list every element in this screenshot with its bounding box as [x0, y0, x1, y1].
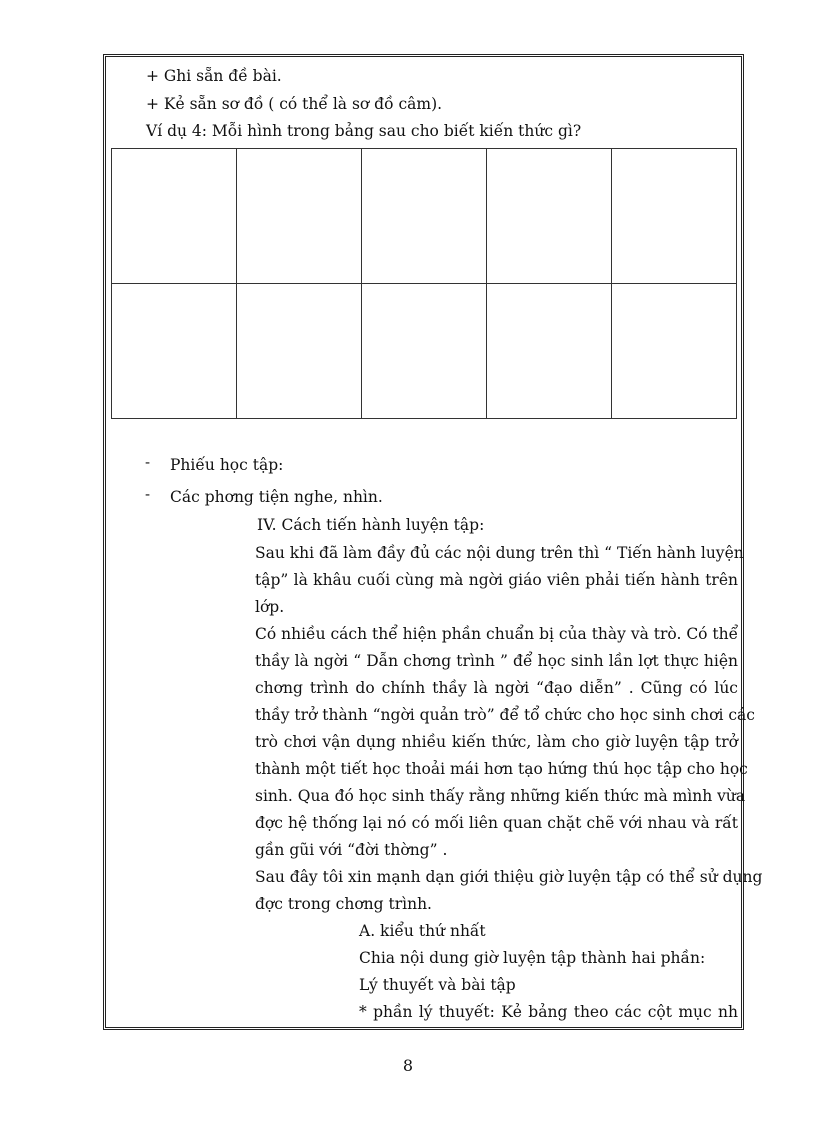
paragraph-line: Sau khi đã làm đầy đủ các nội dung trên thì “ Tiến hành luyện — [255, 544, 744, 562]
grid-cell — [487, 284, 612, 419]
bullet-dash-icon: - — [145, 453, 151, 471]
empty-image-grid — [111, 148, 737, 419]
grid-cell — [612, 149, 737, 284]
paragraph-line: thành một tiết học thoải mái hơn tạo hứng thú học tập cho học — [255, 760, 748, 778]
intro-line-1: + Ghi sẵn đề bài. — [146, 67, 282, 85]
grid-cell — [362, 149, 487, 284]
bullet-item-2: Các phơng tiện nghe, nhìn. — [170, 488, 383, 506]
bullet-dash-icon: - — [145, 485, 151, 503]
paragraph-line: đợc trong chơng trình. — [255, 895, 432, 913]
section-heading: IV. Cách tiến hành luyện tập: — [257, 516, 485, 534]
example-caption: Ví dụ 4: Mỗi hình trong bảng sau cho biết kiến thức gì? — [146, 122, 582, 140]
grid-cell — [362, 284, 487, 419]
paragraph-line: thầy trở thành “ngời quản trò” để tổ chức cho học sinh chơi các — [255, 706, 755, 724]
paragraph-line: đợc hệ thống lại nó có mối liên quan chặt chẽ với nhau và rất — [255, 814, 738, 832]
subsection-line: Lý thuyết và bài tập — [359, 976, 516, 994]
paragraph-line: sinh. Qua đó học sinh thấy rằng những kiến thức mà mình vừa — [255, 787, 746, 805]
grid-cell — [487, 149, 612, 284]
grid-cell — [612, 284, 737, 419]
grid-row — [112, 284, 737, 419]
paragraph-line: trò chơi vận dụng nhiều kiến thức, làm cho giờ luyện tập trở — [255, 733, 738, 751]
paragraph-line: tập” là khâu cuối cùng mà ngời giáo viên phải tiến hành trên — [255, 571, 738, 589]
subsection-heading: A. kiểu thứ nhất — [359, 922, 486, 940]
grid-row — [112, 149, 737, 284]
paragraph-line: gần gũi với “đời thờng” . — [255, 841, 448, 859]
grid-cell — [112, 149, 237, 284]
page-number: 8 — [402, 1056, 414, 1075]
grid-cell — [237, 149, 362, 284]
paragraph-line: chơng trình do chính thầy là ngời “đạo diễn” . Cũng có lúc — [255, 679, 738, 697]
paragraph-line: Sau đây tôi xin mạnh dạn giới thiệu giờ luyện tập có thể sử dụng — [255, 868, 763, 886]
paragraph-line: Có nhiều cách thể hiện phần chuẩn bị của thày và trò. Có thể — [255, 625, 739, 643]
grid-cell — [237, 284, 362, 419]
subsection-line: Chia nội dung giờ luyện tập thành hai phần: — [359, 949, 706, 967]
intro-line-2: + Kẻ sẵn sơ đồ ( có thể là sơ đồ câm). — [146, 95, 443, 113]
subsection-line: * phần lý thuyết: Kẻ bảng theo các cột mục nh — [359, 1003, 738, 1021]
bullet-item-1: Phiếu học tập: — [170, 456, 284, 474]
paragraph-line: thầy là ngời “ Dẫn chơng trình ” để học sinh lần lợt thực hiện — [255, 652, 738, 670]
grid-cell — [112, 284, 237, 419]
paragraph-line: lớp. — [255, 598, 285, 616]
